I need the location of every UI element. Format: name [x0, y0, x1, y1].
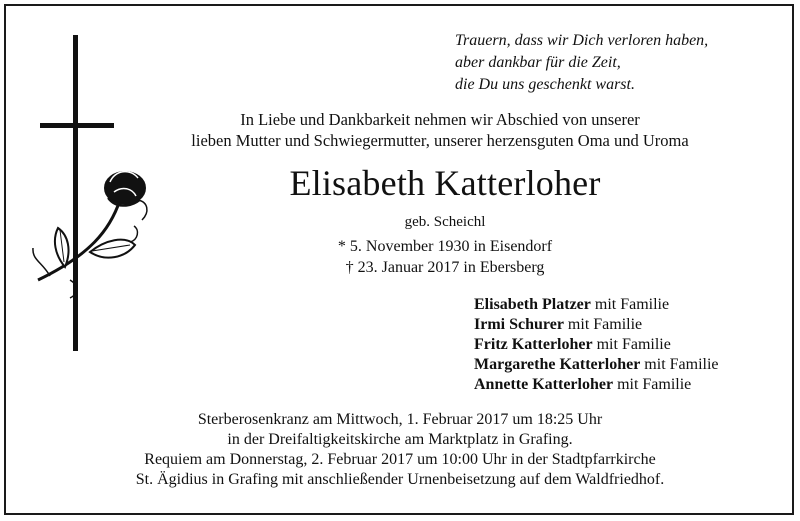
intro-text [120, 109, 760, 151]
family-list [474, 295, 719, 395]
family-member-suffix: mit Familie [640, 356, 719, 373]
service-line: Requiem am Donnerstag, 2. Februar 2017 um 10:00 Uhr in der Stadtpfarrkirche [144, 451, 656, 468]
quote-line: die Du uns geschenkt warst. [455, 76, 635, 93]
family-member [474, 375, 719, 395]
family-member [474, 335, 719, 355]
birth-date: * 5. November 1930 in Eisendorf [337, 238, 553, 255]
family-member-suffix: mit Familie [563, 316, 643, 333]
family-member-name: Annette Katterloher [474, 376, 614, 393]
family-member [474, 315, 719, 335]
family-member-suffix: mit Familie [590, 296, 670, 313]
service-info [20, 410, 780, 490]
family-member-suffix: mit Familie [613, 376, 692, 393]
maiden-name: geb. Scheichl [404, 214, 486, 230]
quote-line: Trauern, dass wir Dich verloren haben, [455, 32, 709, 49]
service-line: Sterberosenkranz am Mittwoch, 1. Februar 2017 um 18:25 Uhr [197, 411, 603, 428]
family-member [474, 295, 719, 315]
quote [455, 30, 708, 96]
service-line: St. Ägidius in Grafing mit anschließender Urnenbeisetzung auf dem Waldfriedhof. [135, 471, 665, 488]
cross-icon [40, 35, 114, 351]
death-date: † 23. Januar 2017 in Ebersberg [345, 259, 545, 276]
family-member-suffix: mit Familie [592, 336, 671, 353]
family-member [474, 355, 719, 375]
quote-line: aber dankbar für die Zeit, [455, 54, 621, 71]
intro-line: In Liebe und Dankbarkeit nehmen wir Abschied von unserer [240, 110, 640, 129]
family-member-name: Irmi Schurer [474, 316, 564, 333]
service-line: in der Dreifaltigkeitskirche am Marktplatz in Grafing. [227, 431, 573, 448]
family-member-name: Elisabeth Platzer [474, 296, 591, 313]
family-member-name: Fritz Katterloher [474, 336, 593, 353]
family-member-name: Margarethe Katterloher [474, 356, 641, 373]
life-dates [120, 236, 770, 278]
intro-line: lieben Mutter und Schwiegermutter, unserer herzensguten Oma und Uroma [191, 131, 689, 150]
deceased-name: Elisabeth Katterloher [289, 163, 601, 203]
